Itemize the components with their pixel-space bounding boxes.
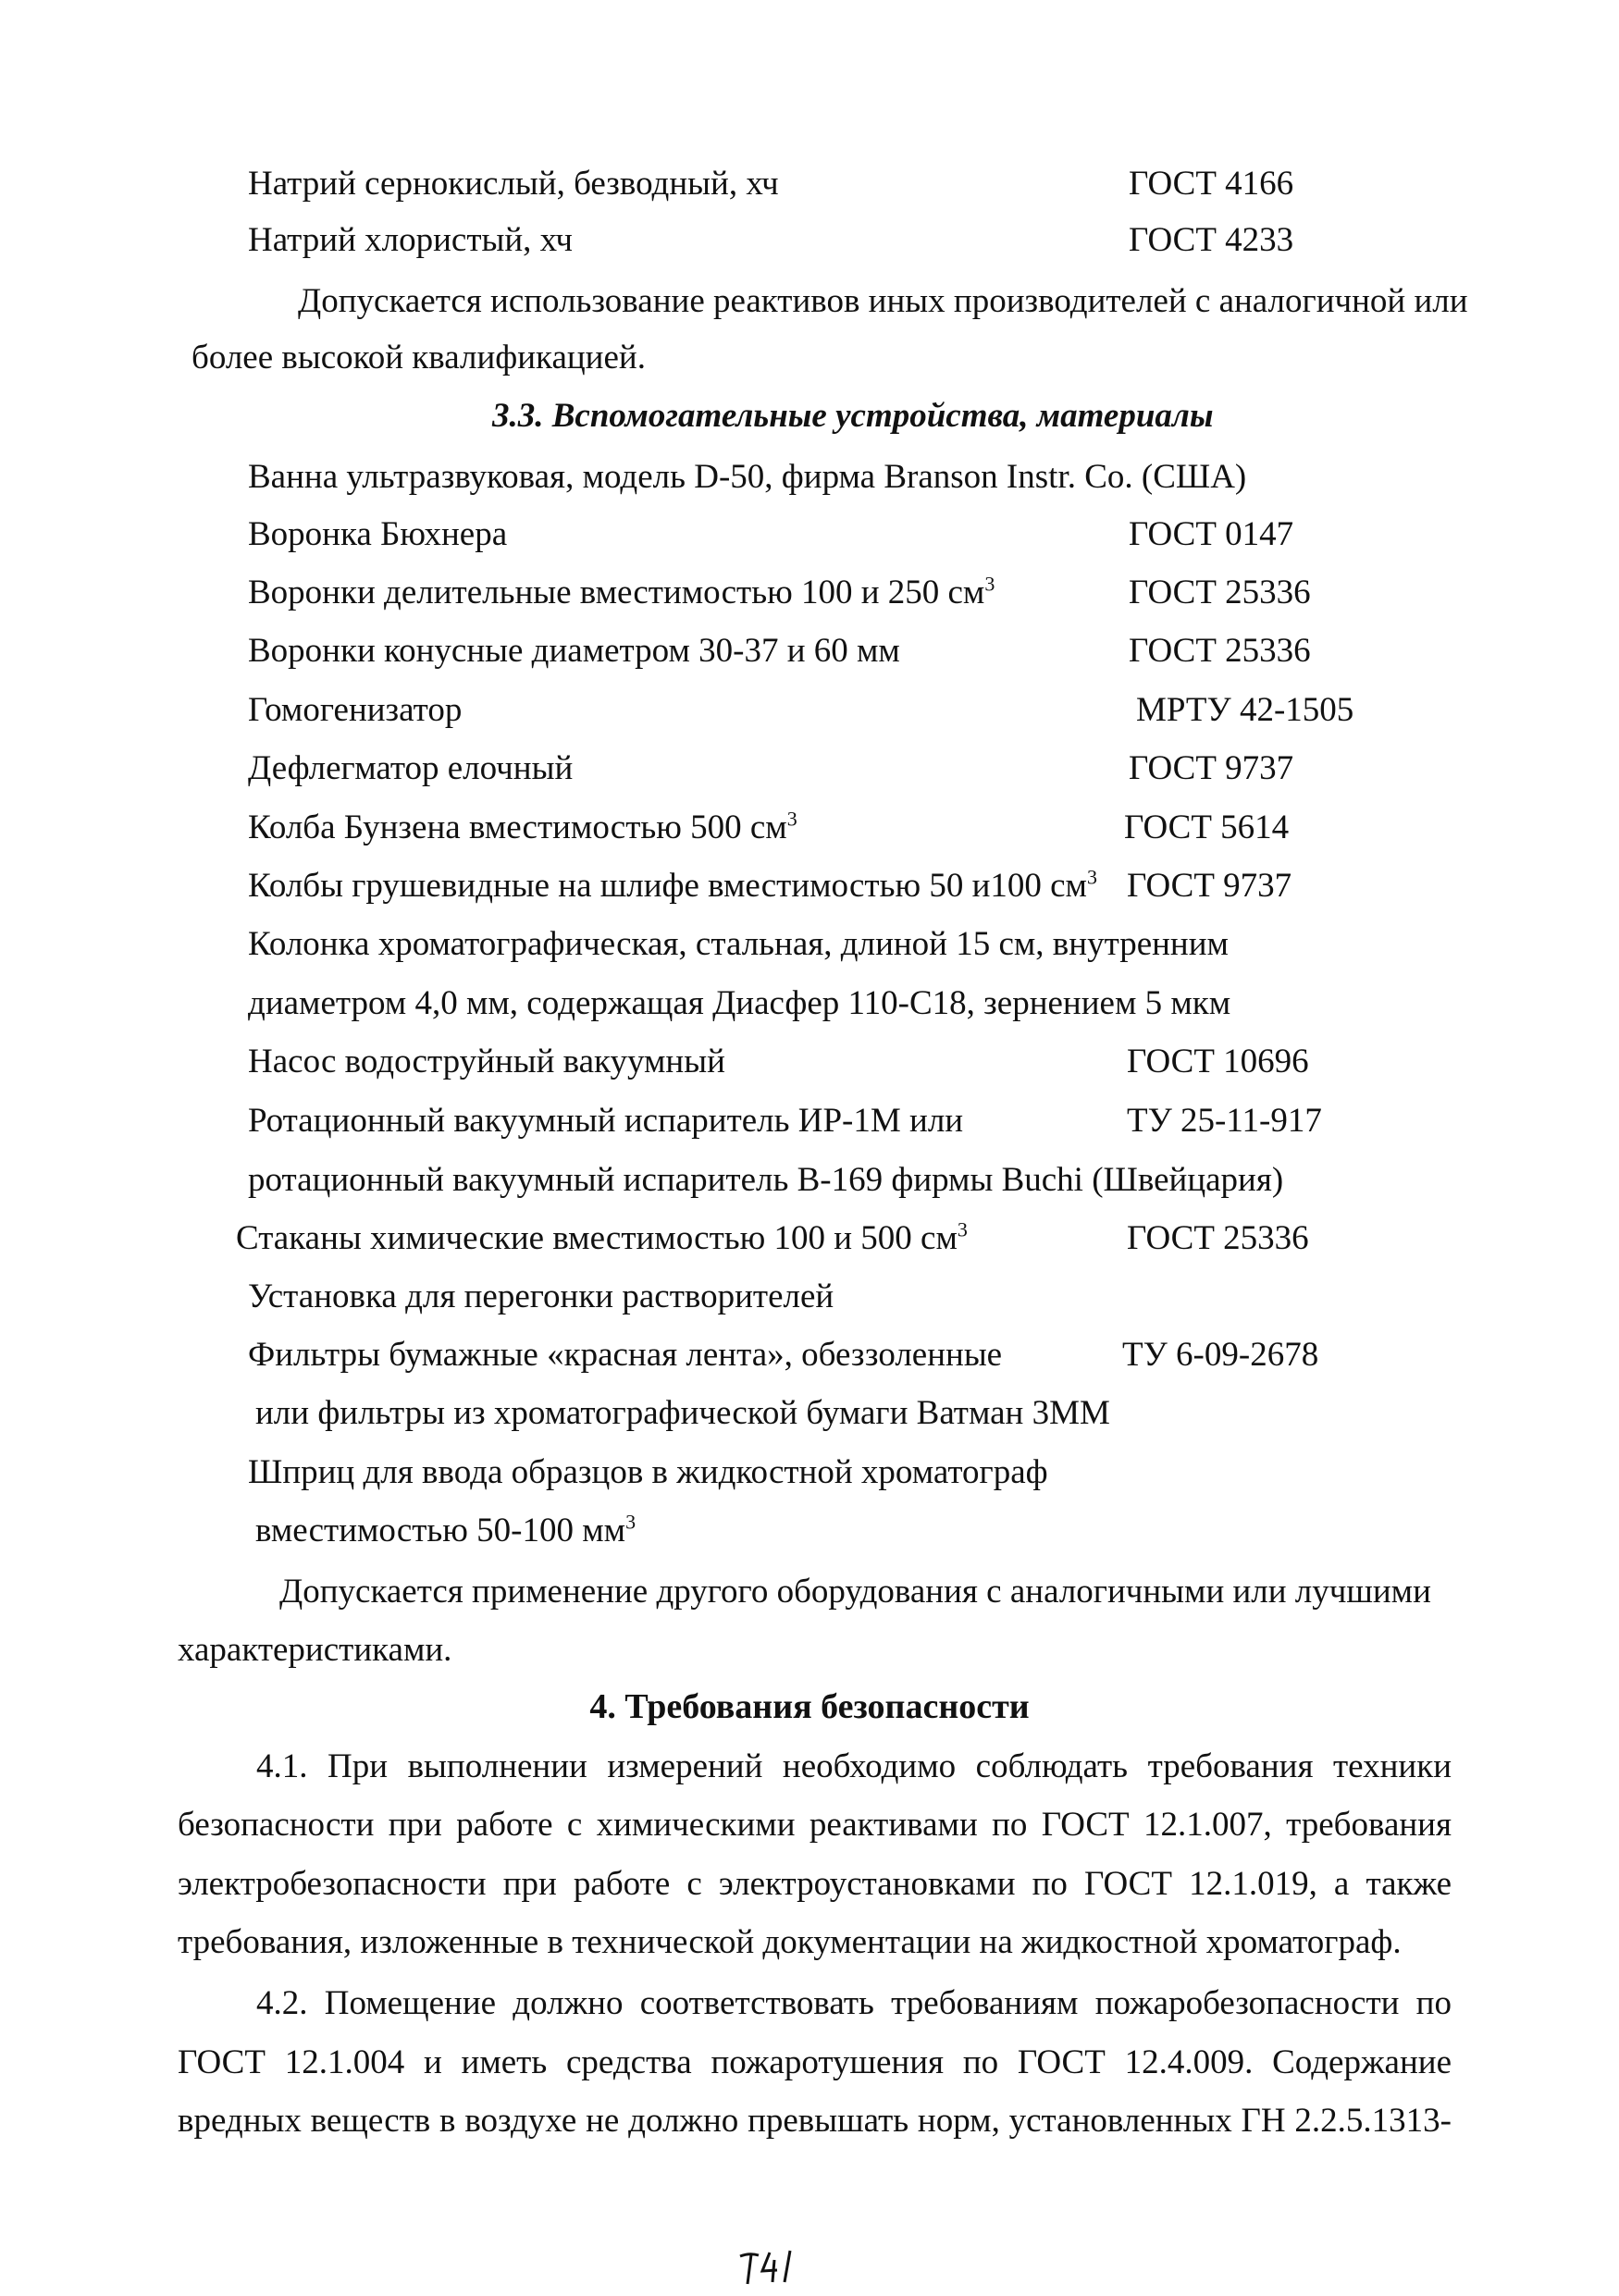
equipment-standard: ТУ 6-09-2678 — [1122, 1336, 1319, 1374]
section-3-3-title: 3.3. Вспомогательные устройства, материалы — [492, 397, 1214, 435]
paragraph-4-2-line: ГОСТ 12.1.004 и иметь средства пожаротушения по ГОСТ 12.4.009. Содержание — [178, 2043, 1452, 2081]
reagents-note-line1: Допускается использование реактивов иных производителей с аналогичной или — [298, 282, 1468, 320]
equipment-standard: ГОСТ 9737 — [1129, 749, 1294, 787]
reagent-name: Натрий хлористый, хч — [248, 221, 573, 259]
equipment-item: Установка для перегонки растворителей — [248, 1278, 834, 1315]
paragraph-4-1-line: требования, изложенные в технической документации на жидкостной хроматограф. — [178, 1923, 1402, 1961]
equipment-standard: ГОСТ 5614 — [1124, 809, 1290, 846]
equipment-item: Воронки конусные диаметром 30-37 и 60 мм — [248, 632, 900, 670]
equipment-standard: ГОСТ 9737 — [1127, 867, 1292, 905]
equipment-item: диаметром 4,0 мм, содержащая Диасфер 110-С18, зернением 5 мкм — [248, 984, 1231, 1022]
equipment-item: Насос водоструйный вакуумный — [248, 1043, 725, 1080]
equipment-standard: ГОСТ 0147 — [1129, 515, 1294, 553]
equipment-standard: ГОСТ 25336 — [1129, 632, 1311, 670]
equipment-note-line1: Допускается применение другого оборудования с аналогичными или лучшими — [279, 1573, 1431, 1611]
equipment-item: Колонка хроматографическая, стальная, длиной 15 см, внутренним — [248, 925, 1229, 963]
equipment-standard: ТУ 25-11-917 — [1127, 1102, 1322, 1140]
equipment-standard: ГОСТ 10696 — [1127, 1043, 1309, 1080]
equipment-item: ротационный вакуумный испаритель В-169 фирмы Buchi (Швейцария) — [248, 1161, 1284, 1199]
equipment-item: Ротационный вакуумный испаритель ИР-1М или — [248, 1102, 964, 1140]
equipment-item: Фильтры бумажные «красная лента», обеззоленные — [248, 1336, 1003, 1374]
equipment-item: вместимостью 50-100 $мм^3$ — [255, 1510, 636, 1549]
equipment-item: Колбы грушевидные на шлифе вместимостью 50 и100 $см^3$ — [248, 865, 1097, 905]
equipment-item: Колба Бунзена вместимостью 500 $см^3$ — [248, 807, 797, 846]
reagents-note-line2: более высокой квалификацией. — [192, 339, 646, 376]
handwritten-page-mark — [731, 2243, 805, 2290]
equipment-item: Гомогенизатор — [248, 691, 463, 729]
equipment-item: Воронки делительные вместимостью 100 и 250 $см^3$ — [248, 572, 995, 611]
paragraph-4-2-line: вредных веществ в воздухе не должно превышать норм, установленных ГН 2.2.5.1313- — [178, 2102, 1452, 2140]
equipment-standard: МРТУ 42-1505 — [1136, 691, 1354, 729]
equipment-note-line2: характеристиками. — [178, 1631, 452, 1669]
paragraph-4-1-line: 4.1. При выполнении измерений необходимо соблюдать требования техники — [256, 1747, 1452, 1785]
paragraph-4-1-line: электробезопасности при работе с электроустановками по ГОСТ 12.1.019, а также — [178, 1865, 1452, 1903]
equipment-item: Шприц для ввода образцов в жидкостной хроматограф — [248, 1453, 1048, 1491]
reagent-standard: ГОСТ 4166 — [1129, 165, 1294, 203]
equipment-standard: ГОСТ 25336 — [1129, 574, 1311, 611]
equipment-item: Дефлегматор елочный — [248, 749, 574, 787]
reagent-name: Натрий сернокислый, безводный, хч — [248, 165, 779, 203]
equipment-item: Воронка Бюхнера — [248, 515, 508, 553]
paragraph-4-1-line: безопасности при работе с химическими реактивами по ГОСТ 12.1.007, требования — [178, 1806, 1452, 1844]
equipment-item: Стаканы химические вместимостью 100 и 500 $см^3$ — [236, 1217, 968, 1257]
equipment-item: или фильтры из хроматографической бумаги Ватман 3ММ — [255, 1394, 1110, 1432]
reagent-standard: ГОСТ 4233 — [1129, 221, 1294, 259]
paragraph-4-2-line: 4.2. Помещение должно соответствовать требованиям пожаробезопасности по — [256, 1984, 1452, 2022]
equipment-standard: ГОСТ 25336 — [1127, 1219, 1309, 1257]
section-4-title: 4. Требования безопасности — [589, 1687, 1030, 1726]
equipment-item: Ванна ультразвуковая, модель D-50, фирма Branson Instr. Co. (США) — [248, 458, 1247, 496]
